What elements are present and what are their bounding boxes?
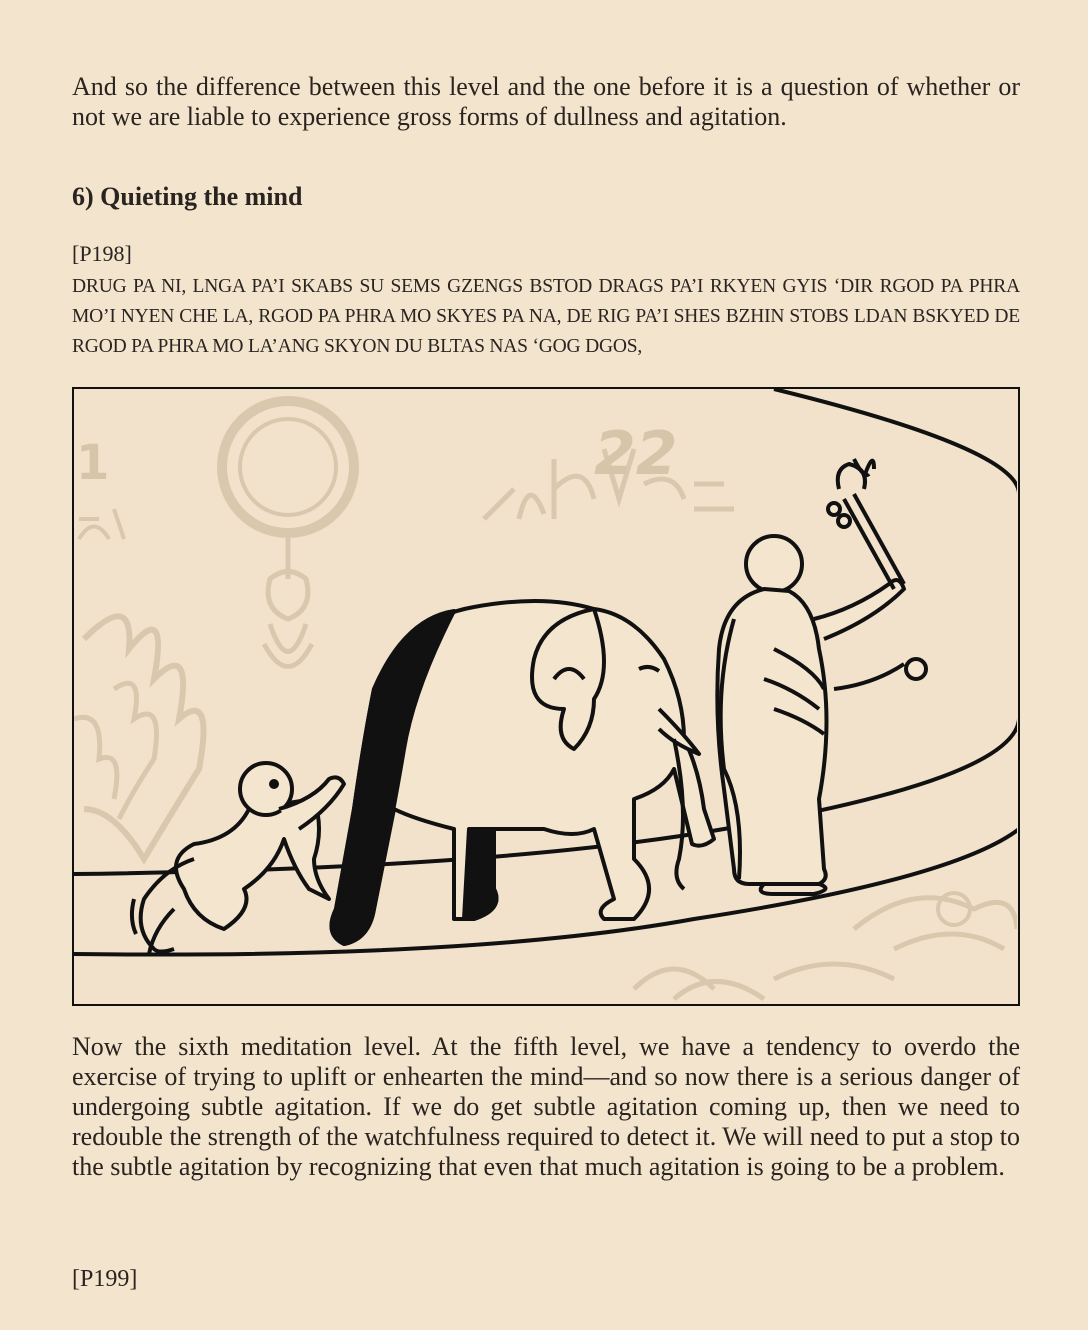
faint-level-number: 22	[594, 419, 678, 489]
tibetan-transliteration: DRUG PA NI, LNGA PA’I SKABS SU SEMS GZENGS BSTOD DRAGS PA’I RKYEN GYIS ‘DIR RGOD PA PHRA MO’I NYEN CHE LA, RGOD PA PHRA MO SKYES PA NA, DE RIG PA’I SHES BZHIN STOBS LDAN BSKYED DE RGOD PA PHRA MO LA’ANG SKYON DU BLTAS NAS ‘GOG DGOS,	[72, 276, 1020, 357]
intro-paragraph: And so the difference between this level and the one before it is a question of whether or not we are liable to experience gross forms of dullness and agitation.	[72, 72, 1020, 131]
monk-figure	[717, 459, 926, 894]
elephant-figure	[332, 601, 715, 944]
next-page-reference: [P199]	[72, 1266, 138, 1292]
section-heading: 6) Quieting the mind	[72, 182, 303, 211]
illustration-drawing	[74, 389, 1017, 1003]
faint-corner-number: 1	[76, 435, 110, 491]
page-reference: [P198]	[72, 241, 132, 266]
monkey-figure	[132, 763, 344, 954]
body-paragraph: Now the sixth meditation level. At the fifth level, we have a tendency to overdo the exercise of trying to uplift or enhearten the mind—and so now there is a serious danger of undergoing subtle agitation. If we do get subtle agitation coming up, then we need to redouble the strength of the watchfulness required to detect it. We will need to put a stop to the subtle agitation by recognizing that even that much agitation is going to be a problem.	[72, 1032, 1020, 1181]
meditation-illustration	[72, 387, 1020, 1006]
